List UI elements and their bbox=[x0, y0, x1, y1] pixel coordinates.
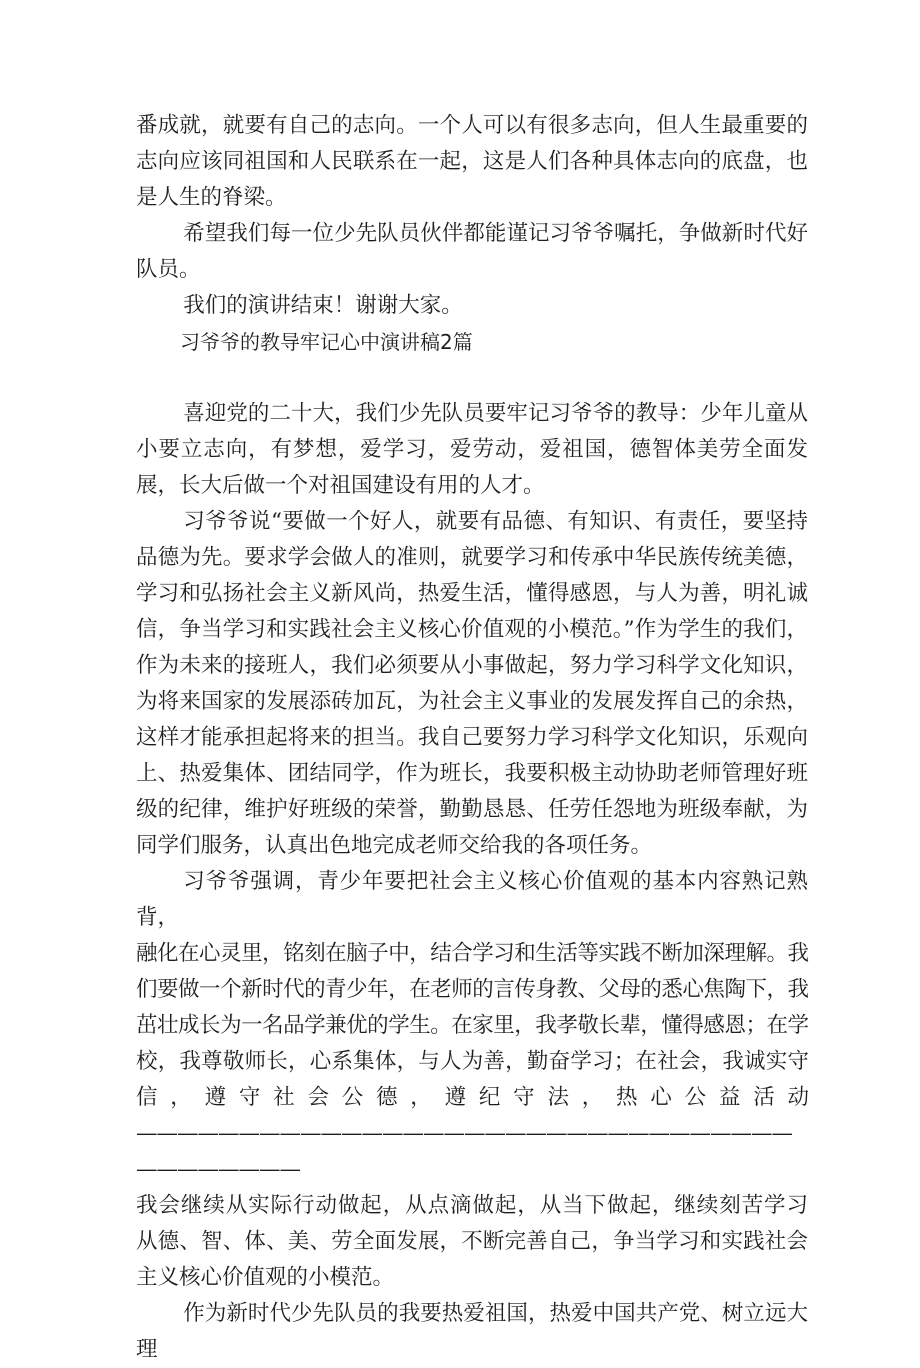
paragraph-action: 我会继续从实际行动做起，从点滴做起，从当下做起，继续刻苦学习 从德、智、体、美、劳全面发展，不断完善自己，争当学习和实践社会主义核心价值观的小模范。 bbox=[136, 1193, 808, 1290]
paragraph-hope: 希望我们每一位少先队员伙伴都能谨记习爷爷嘱托，争做新时代好队员。 bbox=[136, 221, 808, 282]
paragraph-intro: 喜迎党的二十大，我们少先队员要牢记习爷爷的教导：少年儿童从小要立志向，有梦想，爱学习，爱劳动，爱祖国，德智体美劳全面发展，长大后做一个对祖国建设有用的人才。 bbox=[136, 401, 808, 498]
paragraph-emphasis: 习爷爷强调，青少年要把社会主义核心价值观的基本内容熟记熟背， bbox=[136, 869, 808, 930]
paragraph-closing: 我们的演讲结束！谢谢大家。 bbox=[183, 293, 463, 318]
paragraph-integration: 融化在心灵里，铭刻在脑子中，结合学习和生活等实践不断加深理解。我们要做一个新时代的青少年，在老师的言传身教、父母的悉心焦陶下，我茁壮成长为一名品学兼优的学生。在家里，我孝敬长辈，懂得感恩；在学校，我尊敬师长，心系集体，与人为善，勤奋学习；在社会，我诚实守信，遵守社会公德，遵纪守法，热心公益活动 ———————————————————————————————————————— bbox=[136, 941, 808, 1182]
section-title: 习爷爷的教导牢记心中演讲稿2篇 bbox=[180, 330, 473, 354]
paragraph-final: 作为新时代少先队员的我要热爱祖国，热爱中国共产党、树立远大理 bbox=[136, 1301, 808, 1362]
document-body bbox=[136, 108, 808, 1368]
blank-line bbox=[136, 360, 808, 396]
paragraph-continued: 番成就，就要有自己的志向。一个人可以有很多志向，但人生最重要的志向应该同祖国和人民联系在一起，这是人们各种具体志向的底盘，也是人生的脊梁。 bbox=[136, 113, 808, 210]
paragraph-quote: 习爷爷说“要做一个好人，就要有品德、有知识、有责任，要坚持品德为先。要求学会做人的准则，就要学习和传承中华民族传统美德，学习和弘扬社会主义新风尚，热爱生活，懂得感恩，与人为善，明礼诚信，争当学习和实践社会主义核心价值观的小模范。”作为学生的我们，作为未来的接班人，我们必须要从小事做起，努力学习科学文化知识，为将来国家的发展添砖加瓦，为社会主义事业的发展发挥自己的余热，这样才能承担起将来的担当。我自己要努力学习科学文化知识，乐观向上、热爱集体、团结同学，作为班长，我要积极主动协助老师管理好班级的纪律，维护好班级的荣誉，勤勤恳恳、任劳任怨地为班级奉献，为同学们服务，认真出色地完成老师交给我的各项任务。 bbox=[136, 509, 808, 858]
